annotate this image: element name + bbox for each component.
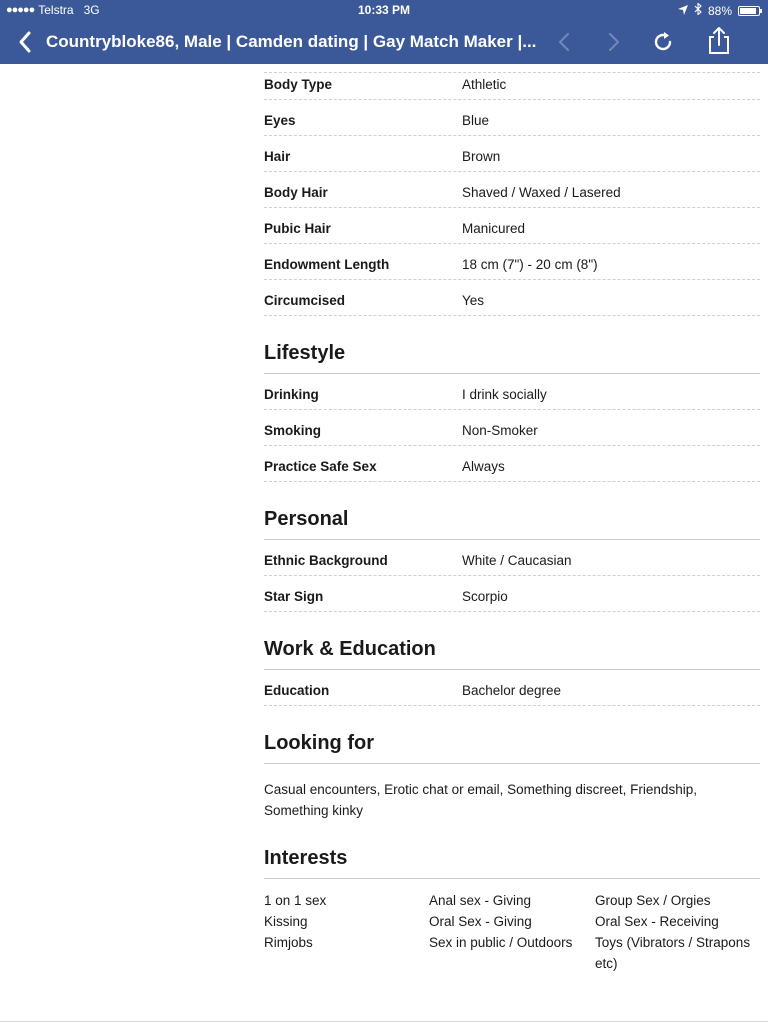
bluetooth-icon — [694, 3, 702, 18]
section-title-work-education: Work & Education — [264, 612, 760, 670]
detail-row-pubic-hair — [264, 208, 760, 244]
divider — [0, 1021, 768, 1022]
battery-fill — [740, 8, 756, 14]
detail-row-body-type — [264, 64, 760, 100]
reload-icon[interactable] — [650, 29, 676, 55]
previous-page-icon[interactable] — [552, 29, 578, 55]
section-title-interests: Interests — [264, 821, 760, 879]
detail-value: 18 cm (7") - 20 cm (8") — [462, 257, 598, 272]
status-bar — [0, 0, 768, 20]
body-details-list — [264, 64, 760, 316]
detail-row-smoking — [264, 410, 760, 446]
detail-value: Brown — [462, 149, 501, 164]
detail-row-circumcised — [264, 280, 760, 316]
detail-value: White / Caucasian — [462, 553, 572, 568]
looking-for-text: Casual encounters, Erotic chat or email, Something discreet, Friendship, Something kinky — [264, 782, 697, 818]
detail-value: Athletic — [462, 77, 507, 92]
detail-label: Drinking — [264, 387, 319, 402]
detail-label: Practice Safe Sex — [264, 459, 377, 474]
interest-item: Oral Sex - Receiving — [595, 914, 719, 929]
battery-percent: 88% — [707, 3, 732, 18]
section-title-lifestyle: Lifestyle — [264, 316, 760, 374]
detail-label: Body Hair — [264, 185, 328, 200]
detail-row-safe-sex — [264, 446, 760, 482]
interest-item: Group Sex / Orgies — [595, 893, 711, 908]
back-chevron-icon[interactable] — [14, 28, 36, 56]
section-title-looking-for: Looking for — [264, 706, 760, 764]
detail-row-ethnic-background — [264, 540, 760, 576]
detail-row-education — [264, 670, 760, 706]
network-type: 3G — [83, 3, 100, 17]
detail-value: I drink socially — [462, 387, 547, 402]
profile-details — [264, 64, 760, 974]
interest-item: 1 on 1 sex — [264, 893, 327, 908]
page-title: Countrybloke86, Male | Camden dating | Gay Match Maker |... — [46, 32, 537, 51]
detail-value: Always — [462, 459, 505, 474]
interest-item: Rimjobs — [264, 935, 313, 950]
section-title-personal: Personal — [264, 482, 760, 540]
detail-row-hair — [264, 136, 760, 172]
interest-item: Toys (Vibrators / Strapons etc) — [595, 935, 751, 971]
detail-label: Ethnic Background — [264, 553, 388, 568]
detail-value: Scorpio — [462, 589, 508, 604]
detail-label: Star Sign — [264, 589, 324, 604]
interest-item: Oral Sex - Giving — [429, 914, 532, 929]
detail-value: Manicured — [462, 221, 526, 236]
personal-list — [264, 540, 760, 612]
interest-item: Anal sex - Giving — [429, 893, 532, 908]
next-page-icon[interactable] — [600, 29, 626, 55]
detail-row-body-hair — [264, 172, 760, 208]
detail-row-eyes — [264, 100, 760, 136]
detail-label: Hair — [264, 149, 291, 164]
detail-label: Eyes — [264, 113, 296, 128]
detail-label: Pubic Hair — [264, 221, 331, 236]
browser-toolbar — [0, 0, 768, 64]
detail-value: Non-Smoker — [462, 423, 538, 438]
carrier-name: Telstra — [38, 3, 74, 17]
detail-value: Bachelor degree — [462, 683, 562, 698]
detail-value: Shaved / Waxed / Lasered — [462, 185, 621, 200]
battery-icon — [738, 6, 760, 16]
navigation-row — [0, 20, 768, 64]
interest-item: Kissing — [264, 914, 308, 929]
interests-grid — [264, 890, 760, 974]
work-list — [264, 670, 760, 706]
interest-item: Sex in public / Outdoors — [429, 935, 573, 950]
detail-label: Endowment Length — [264, 257, 390, 272]
detail-value: Blue — [462, 113, 490, 128]
detail-row-drinking — [264, 374, 760, 410]
detail-label: Smoking — [264, 423, 322, 438]
clock: 10:33 PM — [357, 3, 411, 17]
location-icon — [678, 4, 688, 18]
detail-value: Yes — [462, 293, 485, 308]
detail-label: Education — [264, 683, 330, 698]
signal-strength-icon: ●●●●● — [6, 4, 35, 16]
share-icon[interactable] — [706, 26, 732, 56]
detail-label: Body Type — [264, 77, 333, 92]
lifestyle-list — [264, 374, 760, 482]
detail-row-endowment-length — [264, 244, 760, 280]
detail-label: Circumcised — [264, 293, 346, 308]
detail-row-star-sign — [264, 576, 760, 612]
